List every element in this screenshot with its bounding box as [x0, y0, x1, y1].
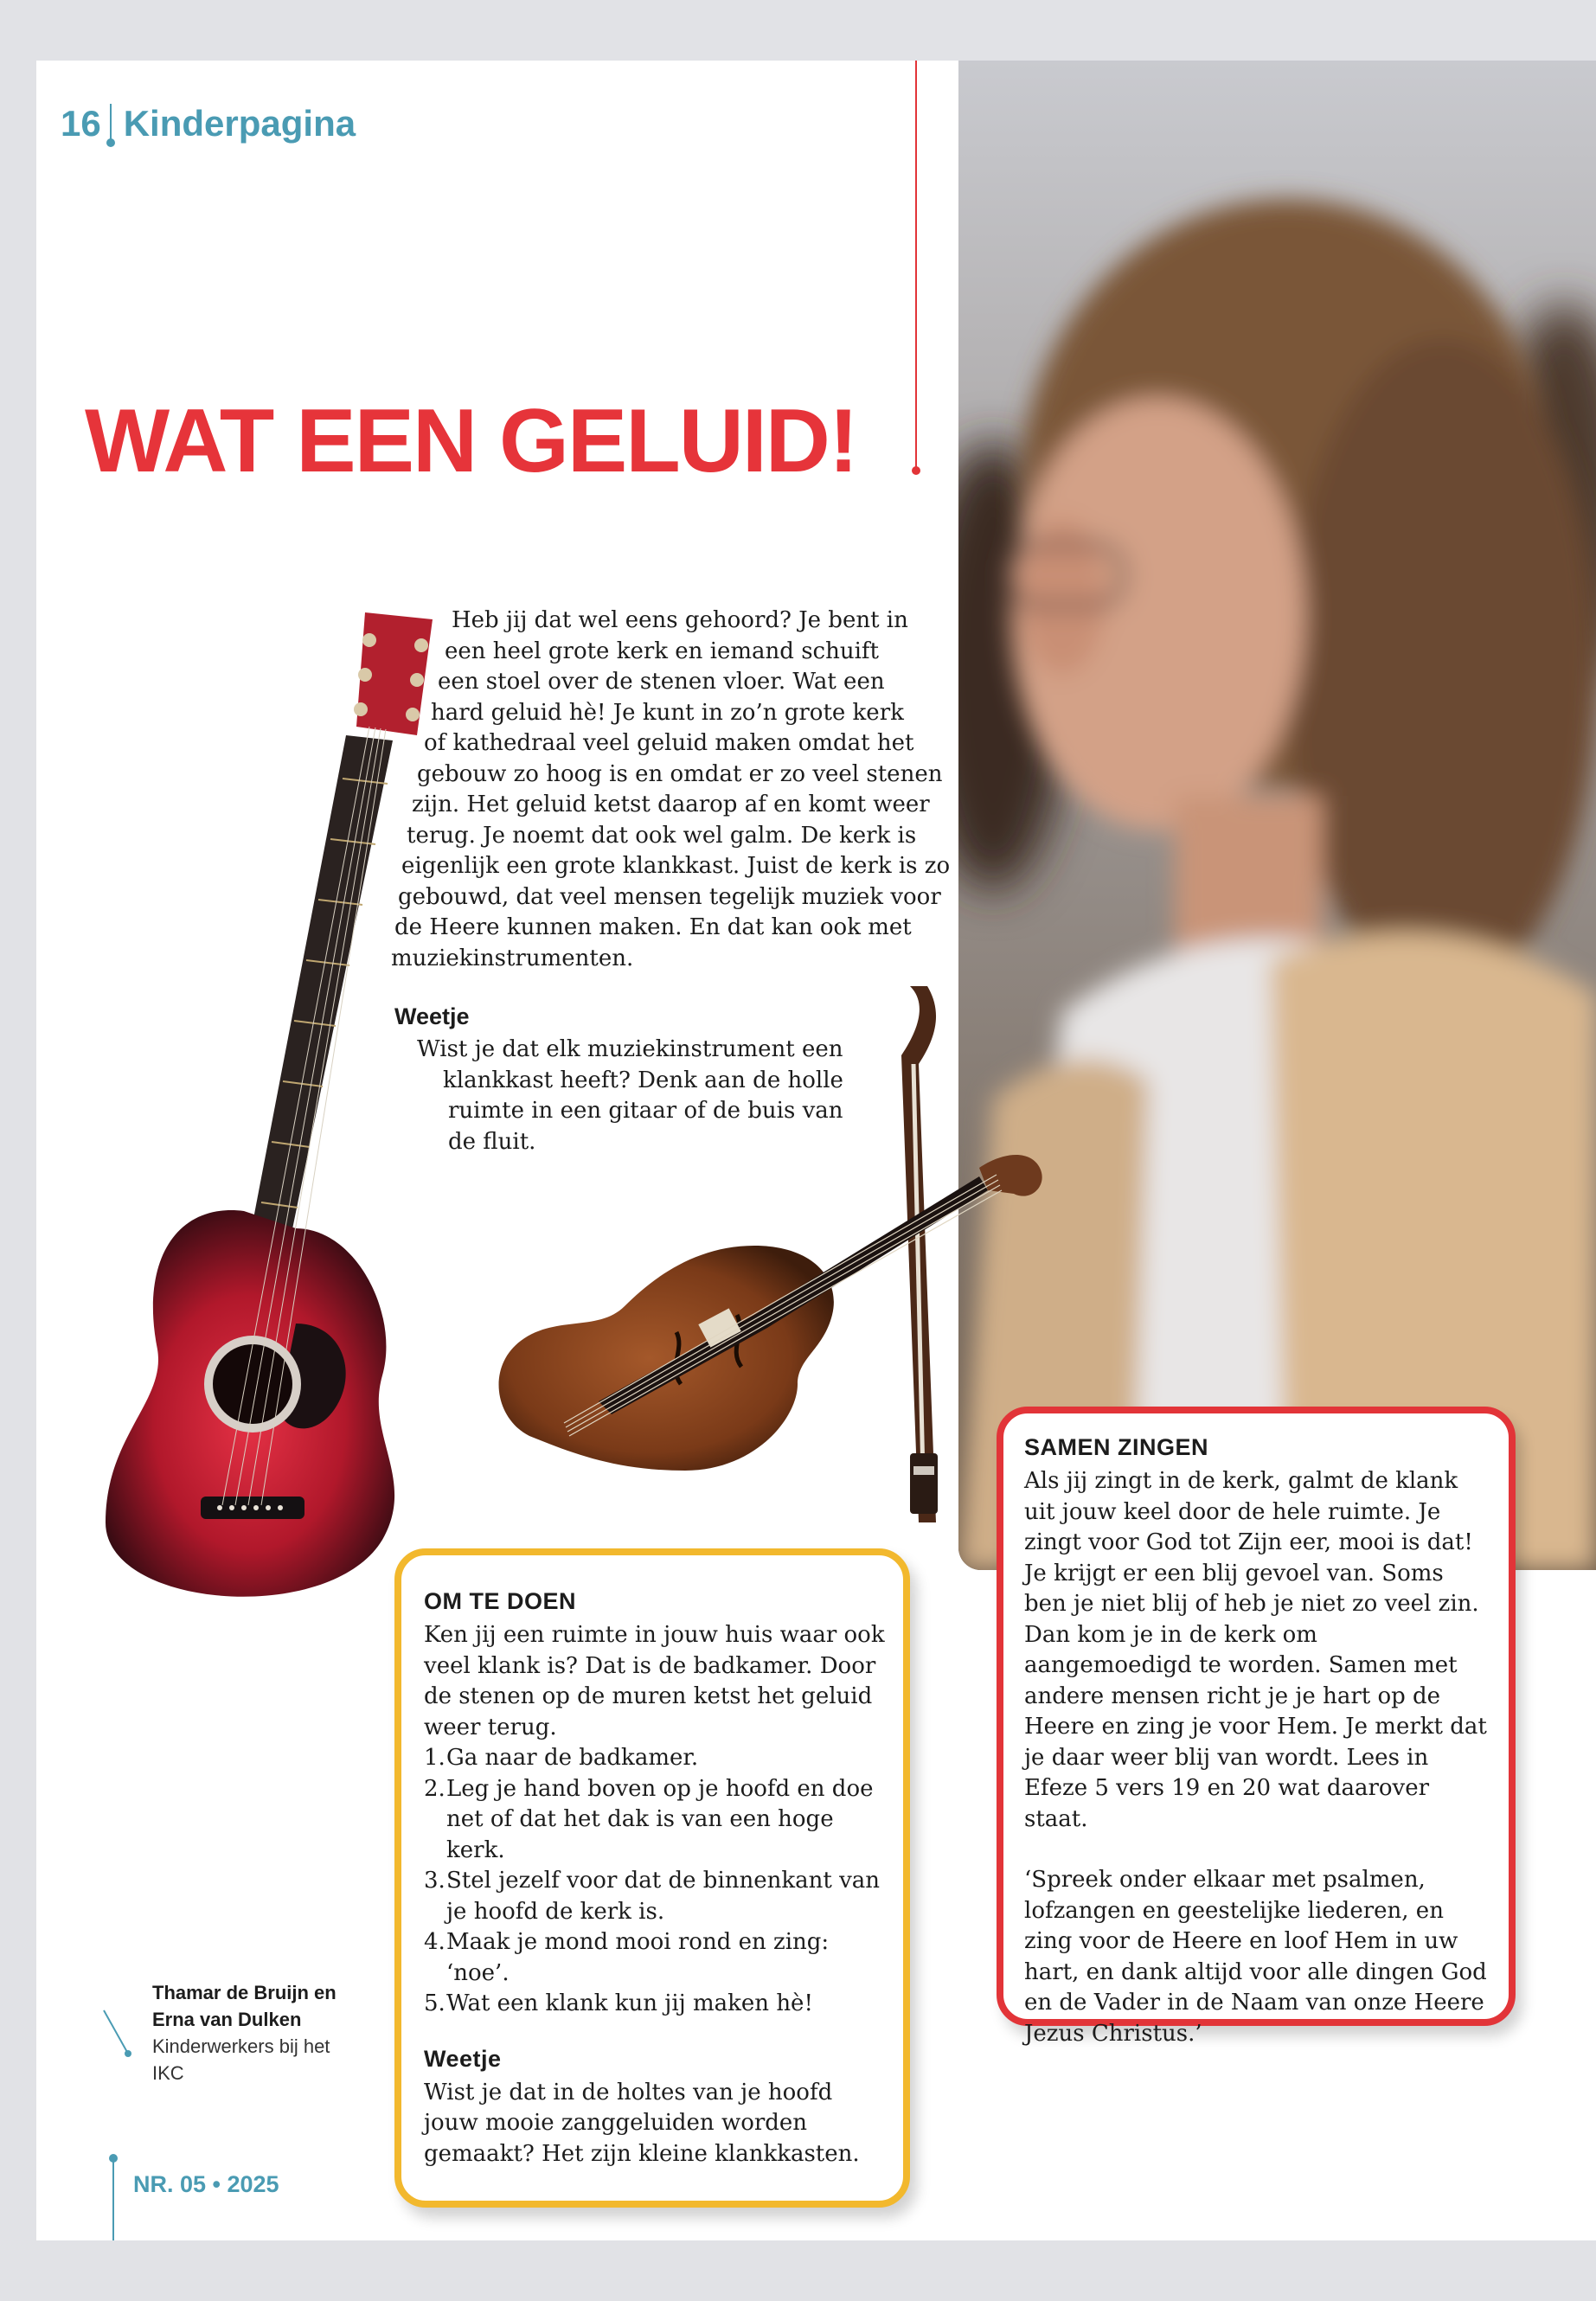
- step-item: 3.Stel jezelf voor dat de binnenkant van je hoofd de kerk is.: [424, 1868, 881, 1925]
- om-te-doen-intro: Ken jij een ruimte in jouw huis waar ook veel klank is? Dat is de badkamer. Door de stenen op de muren ketst het geluid weer terug.: [424, 1622, 885, 1740]
- weetje-line: klankkast heeft? Denk aan de holle: [443, 1067, 843, 1093]
- step-item: 1.Ga naar de badkamer.: [424, 1745, 699, 1771]
- step-list: [424, 1743, 886, 2020]
- intro-line: terug. Je noemt dat ook wel galm. De kerk is: [407, 822, 917, 849]
- author-role: Kinderwerkers bij het IKC: [152, 2035, 330, 2084]
- page-header: [61, 93, 356, 154]
- weetje-line: de fluit.: [448, 1128, 536, 1155]
- intro-line: zijn. Het geluid ketst daarop af en komt weer: [412, 792, 930, 817]
- intro-line: hard geluid hè! Je kunt in zo’n grote kerk: [431, 699, 904, 726]
- weetje-heading: Weetje: [424, 2045, 502, 2072]
- om-te-doen-box: [394, 1548, 910, 2208]
- author-marker-icon: [102, 2009, 140, 2069]
- page-number: 16: [61, 103, 101, 144]
- intro-line: muziekinstrumenten.: [391, 945, 634, 971]
- intro-line: gebouwd, dat veel mensen tegelijk muziek voor: [398, 883, 941, 910]
- footer-line: [112, 2157, 114, 2240]
- weetje-text: [417, 1035, 867, 1157]
- intro-text: [391, 606, 962, 974]
- intro-line: een heel grote kerk en iemand schuift: [445, 638, 879, 664]
- intro-line: Heb jij dat wel eens gehoord? Je bent in: [452, 607, 908, 633]
- issue-number: NR. 05 • 2025: [133, 2171, 279, 2197]
- guitar-neck: [248, 735, 393, 1254]
- weetje-line: Wist je dat elk muziekinstrument een: [417, 1036, 843, 1062]
- section-name: Kinderpagina: [123, 103, 356, 144]
- intro-line: de Heere kunnen maken. En dat kan ook met: [394, 914, 912, 940]
- step-item: 4.Maak je mond mooi rond en zing: ‘noe’.: [424, 1929, 830, 1986]
- weetje-line: ruimte in een gitaar of de buis van: [448, 1098, 843, 1124]
- step-item: 5.Wat een klank kun jij maken hè!: [424, 1990, 813, 2016]
- step-item: 2.Leg je hand boven op je hoofd en doe net of dat het dak is van een hoge kerk.: [424, 1775, 874, 1863]
- weetje-heading: Weetje: [394, 1003, 470, 1029]
- header-divider: [110, 104, 112, 144]
- intro-line: eigenlijk een grote klankkast. Juist de kerk is zo: [401, 853, 951, 879]
- page-title: WAT EEN GELUID!: [85, 391, 857, 491]
- samen-zingen-paragraph: Als jij zingt in de kerk, galmt de klank uit jouw keel door de hele ruimte. Je zingt voor God tot Zijn eer, mooi is dat! Je krijgt er een blij gevoel van. Soms ben je niet blij of heb je niet zo veel zin. Dan kom je in de kerk om aangemoedigd te worden. Samen met andere mensen richt je je hart op de Heere en zing je voor Hem. Je merkt dat je daar weer blij van wordt. Lees in Efeze 5 vers 19 en 20 wat daarover staat.: [1024, 1468, 1487, 1832]
- samen-zingen-box: [997, 1407, 1516, 2047]
- samen-zingen-heading: SAMEN ZINGEN: [1024, 1434, 1209, 1460]
- intro-line: een stoel over de stenen vloer. Wat een: [438, 669, 885, 695]
- decorative-red-line: [915, 61, 917, 471]
- intro-line: gebouw zo hoog is en omdat er zo veel stenen: [417, 760, 943, 787]
- weetje-text: Wist je dat in de holtes van je hoofd jouw mooie zanggeluiden worden gemaakt? Het zijn kleine klankkasten.: [424, 2079, 860, 2167]
- violin-scroll: [979, 1155, 1042, 1196]
- magazine-page: [36, 61, 1596, 2240]
- intro-line: of kathedraal veel geluid maken omdat het: [424, 730, 914, 756]
- violin-body: [499, 1246, 834, 1471]
- author-name: Thamar de Bruijn en Erna van Dulken: [152, 1982, 337, 2030]
- guitar-image: [71, 606, 443, 1618]
- bible-quote: ‘Spreek onder elkaar met psalmen, lofzangen en geestelijke liederen, en zing voor de Heere en loof Hem in uw hart, en dank altijd voor alle dingen God en de Vader in de Naam van onze Heere Jezus Christus.’: [1024, 1867, 1487, 2047]
- om-te-doen-heading: OM TE DOEN: [424, 1588, 577, 1614]
